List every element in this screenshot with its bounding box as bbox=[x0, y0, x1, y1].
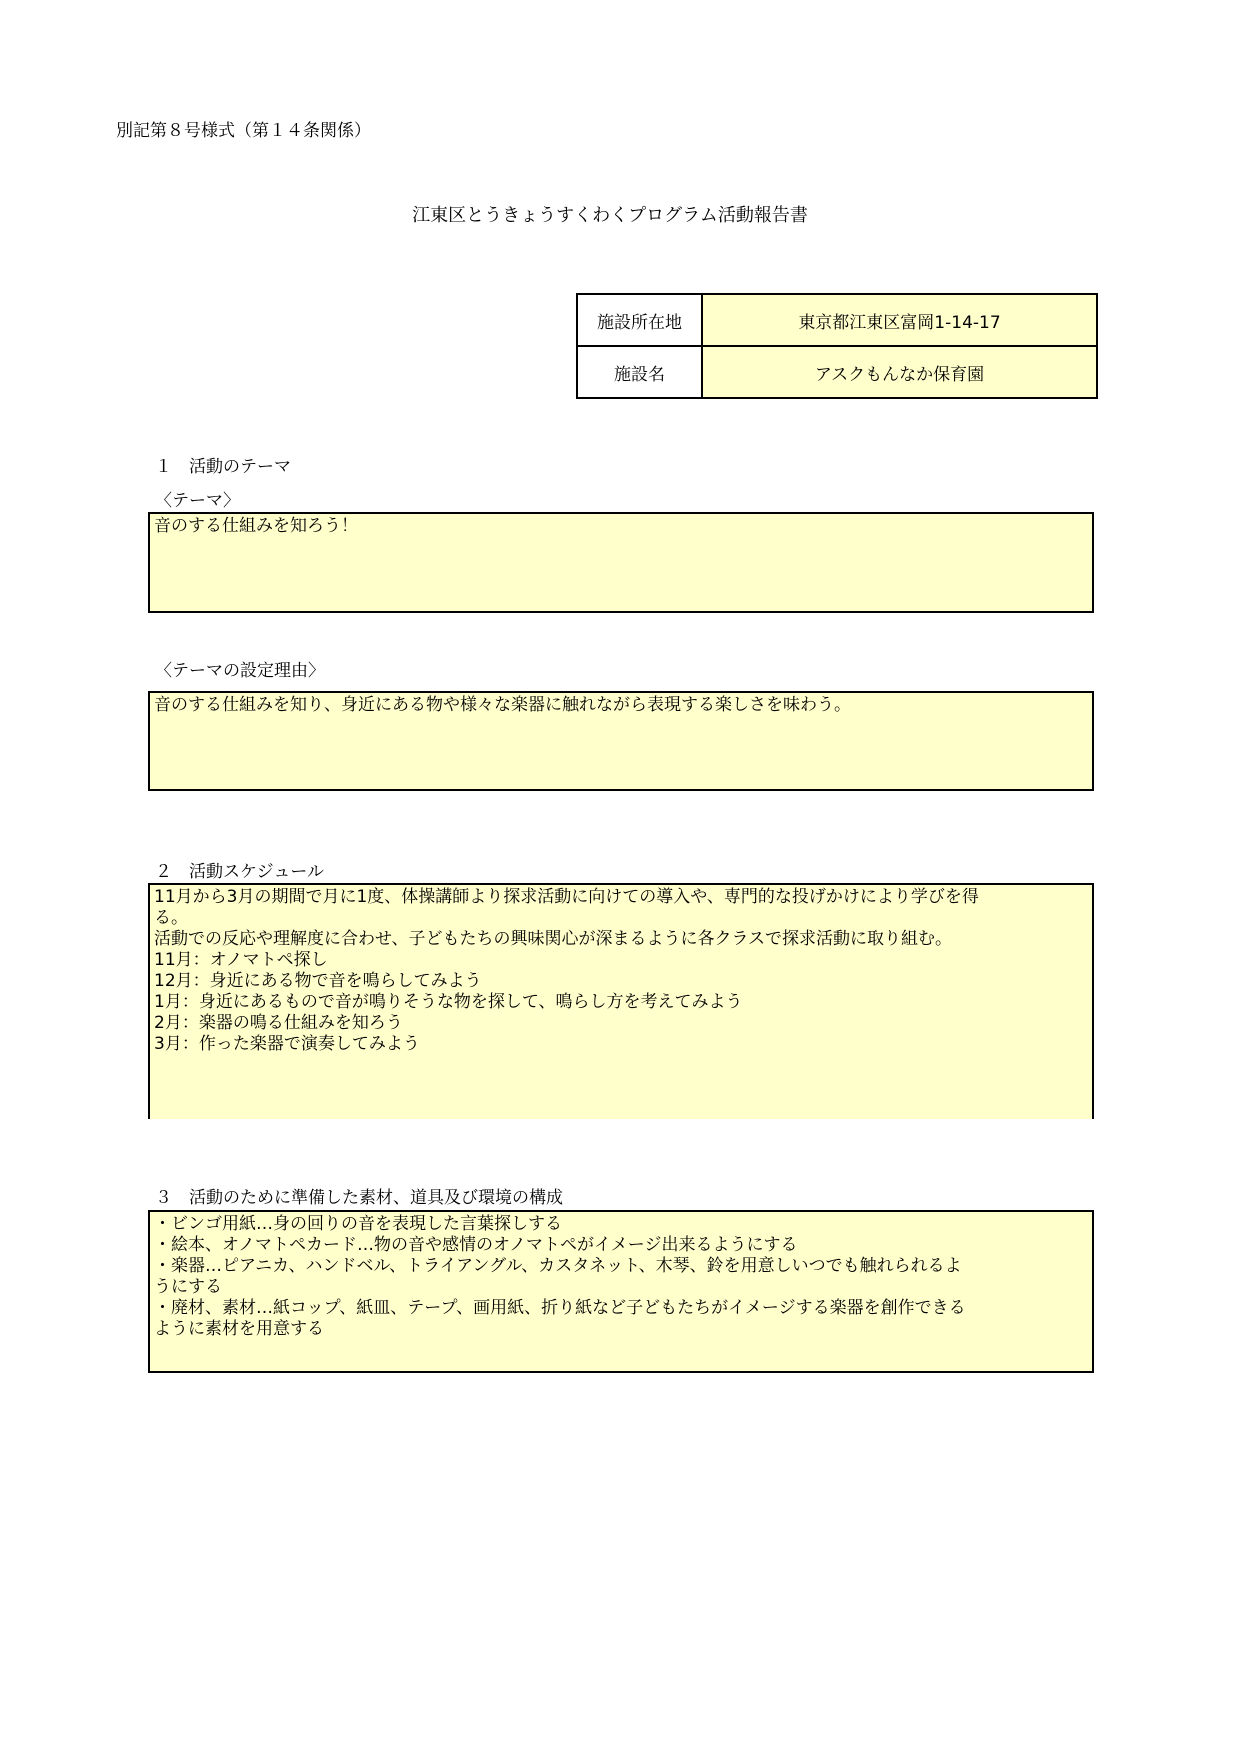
schedule-box bbox=[148, 883, 1094, 1119]
schedule-line: 活動での反応や理解度に合わせ、子どもたちの興味関心が深まるように各クラスで探求活動に取り組む。 bbox=[154, 929, 952, 949]
facility-name-value: アスクもんなか保育園 bbox=[702, 346, 1097, 398]
theme-label: 〈テーマ〉 bbox=[155, 491, 240, 511]
facility-address-value: 東京都江東区富岡1-14-17 bbox=[702, 294, 1097, 346]
reason-box bbox=[148, 691, 1094, 791]
materials-line: うにする bbox=[154, 1277, 222, 1297]
materials-box bbox=[148, 1210, 1094, 1373]
schedule-line: 3月：作った楽器で演奏してみよう bbox=[154, 1034, 420, 1054]
schedule-line: 1月：身近にあるもので音が鳴りそうな物を探して、鳴らし方を考えてみよう bbox=[154, 992, 743, 1012]
facility-name-label: 施設名 bbox=[577, 346, 702, 398]
schedule-line: 12月：身近にある物で音を鳴らしてみよう bbox=[154, 971, 482, 991]
section1-heading: １ 活動のテーマ bbox=[155, 457, 291, 477]
materials-line: ・楽器…ピアニカ、ハンドベル、トライアングル、カスタネット、木琴、鈴を用意しいつでも触れられるよ bbox=[154, 1256, 962, 1276]
theme-text: 音のする仕組みを知ろう！ bbox=[154, 516, 358, 536]
reason-label: 〈テーマの設定理由〉 bbox=[155, 661, 325, 681]
form-number-label: 別記第８号様式（第１４条関係） bbox=[116, 121, 371, 141]
section2-heading: ２ 活動スケジュール bbox=[155, 862, 324, 882]
facility-name-row bbox=[577, 346, 1097, 398]
schedule-line: 2月：楽器の鳴る仕組みを知ろう bbox=[154, 1013, 403, 1033]
materials-line: ・ビンゴ用紙…身の回りの音を表現した言葉探しする bbox=[154, 1214, 562, 1234]
materials-line: ように素材を用意する bbox=[154, 1319, 324, 1339]
facility-address-row bbox=[577, 294, 1097, 346]
materials-line: ・絵本、オノマトペカード…物の音や感情のオノマトペがイメージ出来るようにする bbox=[154, 1235, 798, 1255]
document-title: 江東区とうきょうすくわくプログラム活動報告書 bbox=[412, 205, 808, 226]
schedule-line: 11月から3月の期間で月に1度、体操講師より探求活動に向けての導入や、専門的な投げかけにより学びを得 bbox=[154, 887, 979, 907]
schedule-line: 11月：オノマトペ探し bbox=[154, 950, 328, 970]
materials-line: ・廃材、素材…紙コップ、紙皿、テープ、画用紙、折り紙など子どもたちがイメージする楽器を創作できる bbox=[154, 1298, 966, 1318]
facility-info-table bbox=[576, 293, 1098, 399]
section3-heading: ３ 活動のために準備した素材、道具及び環境の構成 bbox=[155, 1188, 563, 1208]
facility-address-label: 施設所在地 bbox=[577, 294, 702, 346]
reason-text: 音のする仕組みを知り、身近にある物や様々な楽器に触れながら表現する楽しさを味わう。 bbox=[154, 695, 851, 715]
theme-box bbox=[148, 512, 1094, 613]
schedule-line: る。 bbox=[154, 908, 188, 928]
